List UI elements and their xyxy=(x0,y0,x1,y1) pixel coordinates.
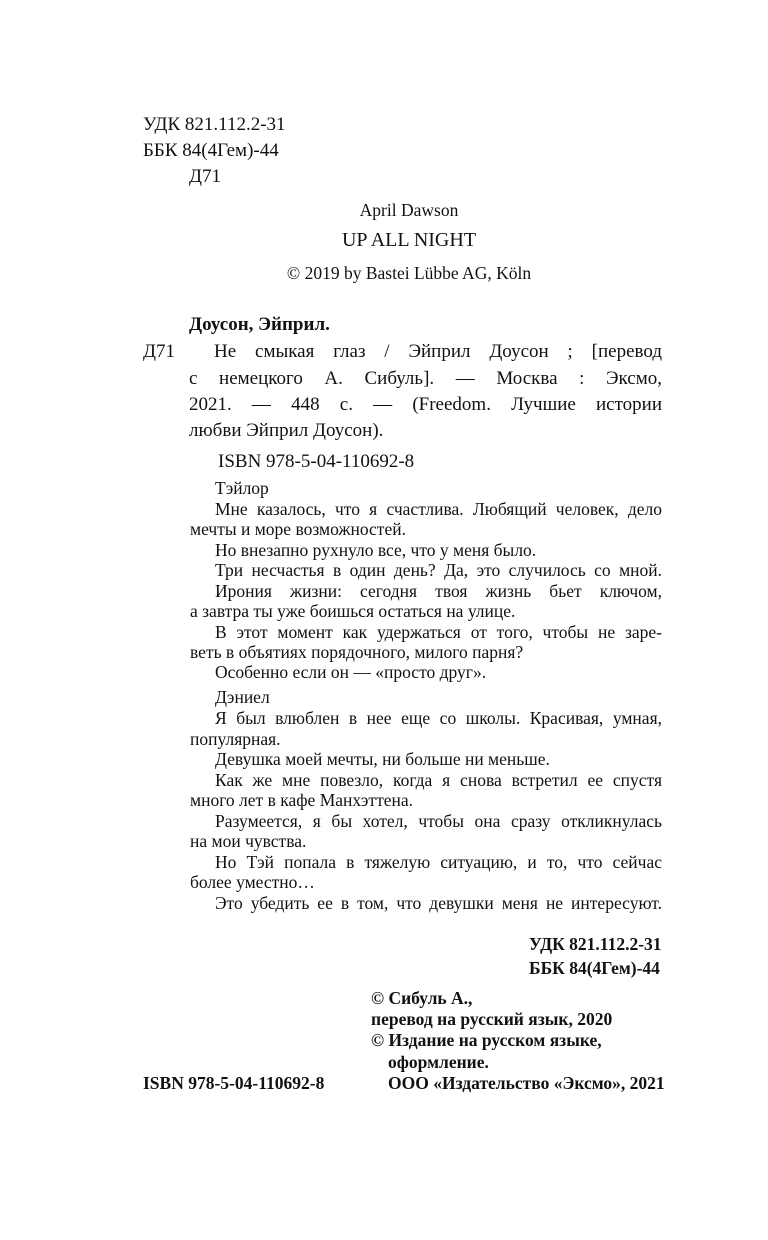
annotation-line: Это убедить ее в том, что девушки меня не интересуют. xyxy=(215,893,662,913)
original-copyright: © 2019 by Bastei Lübbe AG, Köln xyxy=(286,263,532,283)
catalog-line: Не смыкая глаз / Эйприл Доусон ; [перевод xyxy=(214,341,662,362)
annotation-line: Мне казалось, что я счастлива. Любящий человек, дело xyxy=(215,499,662,519)
copyright-line: © Издание на русском языке, xyxy=(371,1030,602,1050)
annotation-line: Но Тэй попала в тяжелую ситуацию, и то, что сейчас xyxy=(215,852,662,872)
catalog-isbn: ISBN 978-5-04-110692-8 xyxy=(218,451,415,472)
footer-isbn: ISBN 978-5-04-110692-8 xyxy=(143,1073,325,1093)
annotation-line: на мои чувства. xyxy=(190,831,307,851)
original-title: UP ALL NIGHT xyxy=(341,229,477,251)
catalog-line: любви Эйприл Доусон). xyxy=(189,420,384,441)
bbk-code: ББК 84(4Гем)-44 xyxy=(143,140,279,161)
annotation-line: Особенно если он — «просто друг». xyxy=(215,662,487,682)
annotation-line: много лет в кафе Манхэттена. xyxy=(190,790,413,810)
annotation-line: веть в объятиях порядочного, милого парня? xyxy=(190,642,524,662)
catalog-author: Доусон, Эйприл. xyxy=(189,314,330,335)
copyright-line: оформление. xyxy=(388,1052,489,1072)
author-mark: Д71 xyxy=(189,166,221,187)
annotation-line: Девушка моей мечты, ни больше ни меньше. xyxy=(215,749,550,769)
annotation-line: а завтра ты уже боишься остаться на улице. xyxy=(190,601,516,621)
annotation-line: Как же мне повезло, когда я снова встретил ее спустя xyxy=(215,770,662,790)
annotation-line: Три несчастья в один день? Да, это случилось со мной. xyxy=(215,560,662,580)
annotation-line: Но внезапно рухнуло все, что у меня было. xyxy=(215,540,537,560)
annotation-line: Разумеется, я бы хотел, чтобы она сразу откликнулась xyxy=(215,811,662,831)
udk-code: УДК 821.112.2-31 xyxy=(143,114,286,135)
footer-bbk: ББК 84(4Гем)-44 xyxy=(529,958,660,978)
catalog-line: с немецкого А. Сибуль]. — Москва : Эксмо, xyxy=(189,368,662,389)
copyright-line: ООО «Издательство «Эксмо», 2021 xyxy=(388,1073,665,1093)
copyright-line: © Сибуль А., xyxy=(371,988,473,1008)
annotation-line: популярная. xyxy=(190,729,281,749)
copyright-line: перевод на русский язык, 2020 xyxy=(371,1009,613,1029)
catalog-code: Д71 xyxy=(143,341,175,362)
annotation-line: Я был влюблен в нее еще со школы. Красивая, умная, xyxy=(215,708,662,728)
catalog-line: 2021. — 448 с. — (Freedom. Лучшие истории xyxy=(189,394,662,415)
annotation-line: Ирония жизни: сегодня твоя жизнь бьет ключом, xyxy=(215,581,662,601)
annotation-heading-daniel: Дэниел xyxy=(215,687,270,707)
annotation-heading-taylor: Тэйлор xyxy=(215,478,269,498)
original-author: April Dawson xyxy=(359,200,459,220)
footer-udk: УДК 821.112.2-31 xyxy=(529,934,662,954)
annotation-line: мечты и море возможностей. xyxy=(190,519,406,539)
annotation-line: более уместно… xyxy=(190,872,315,892)
annotation-line: В этот момент как удержаться от того, чтобы не заре- xyxy=(215,622,662,642)
